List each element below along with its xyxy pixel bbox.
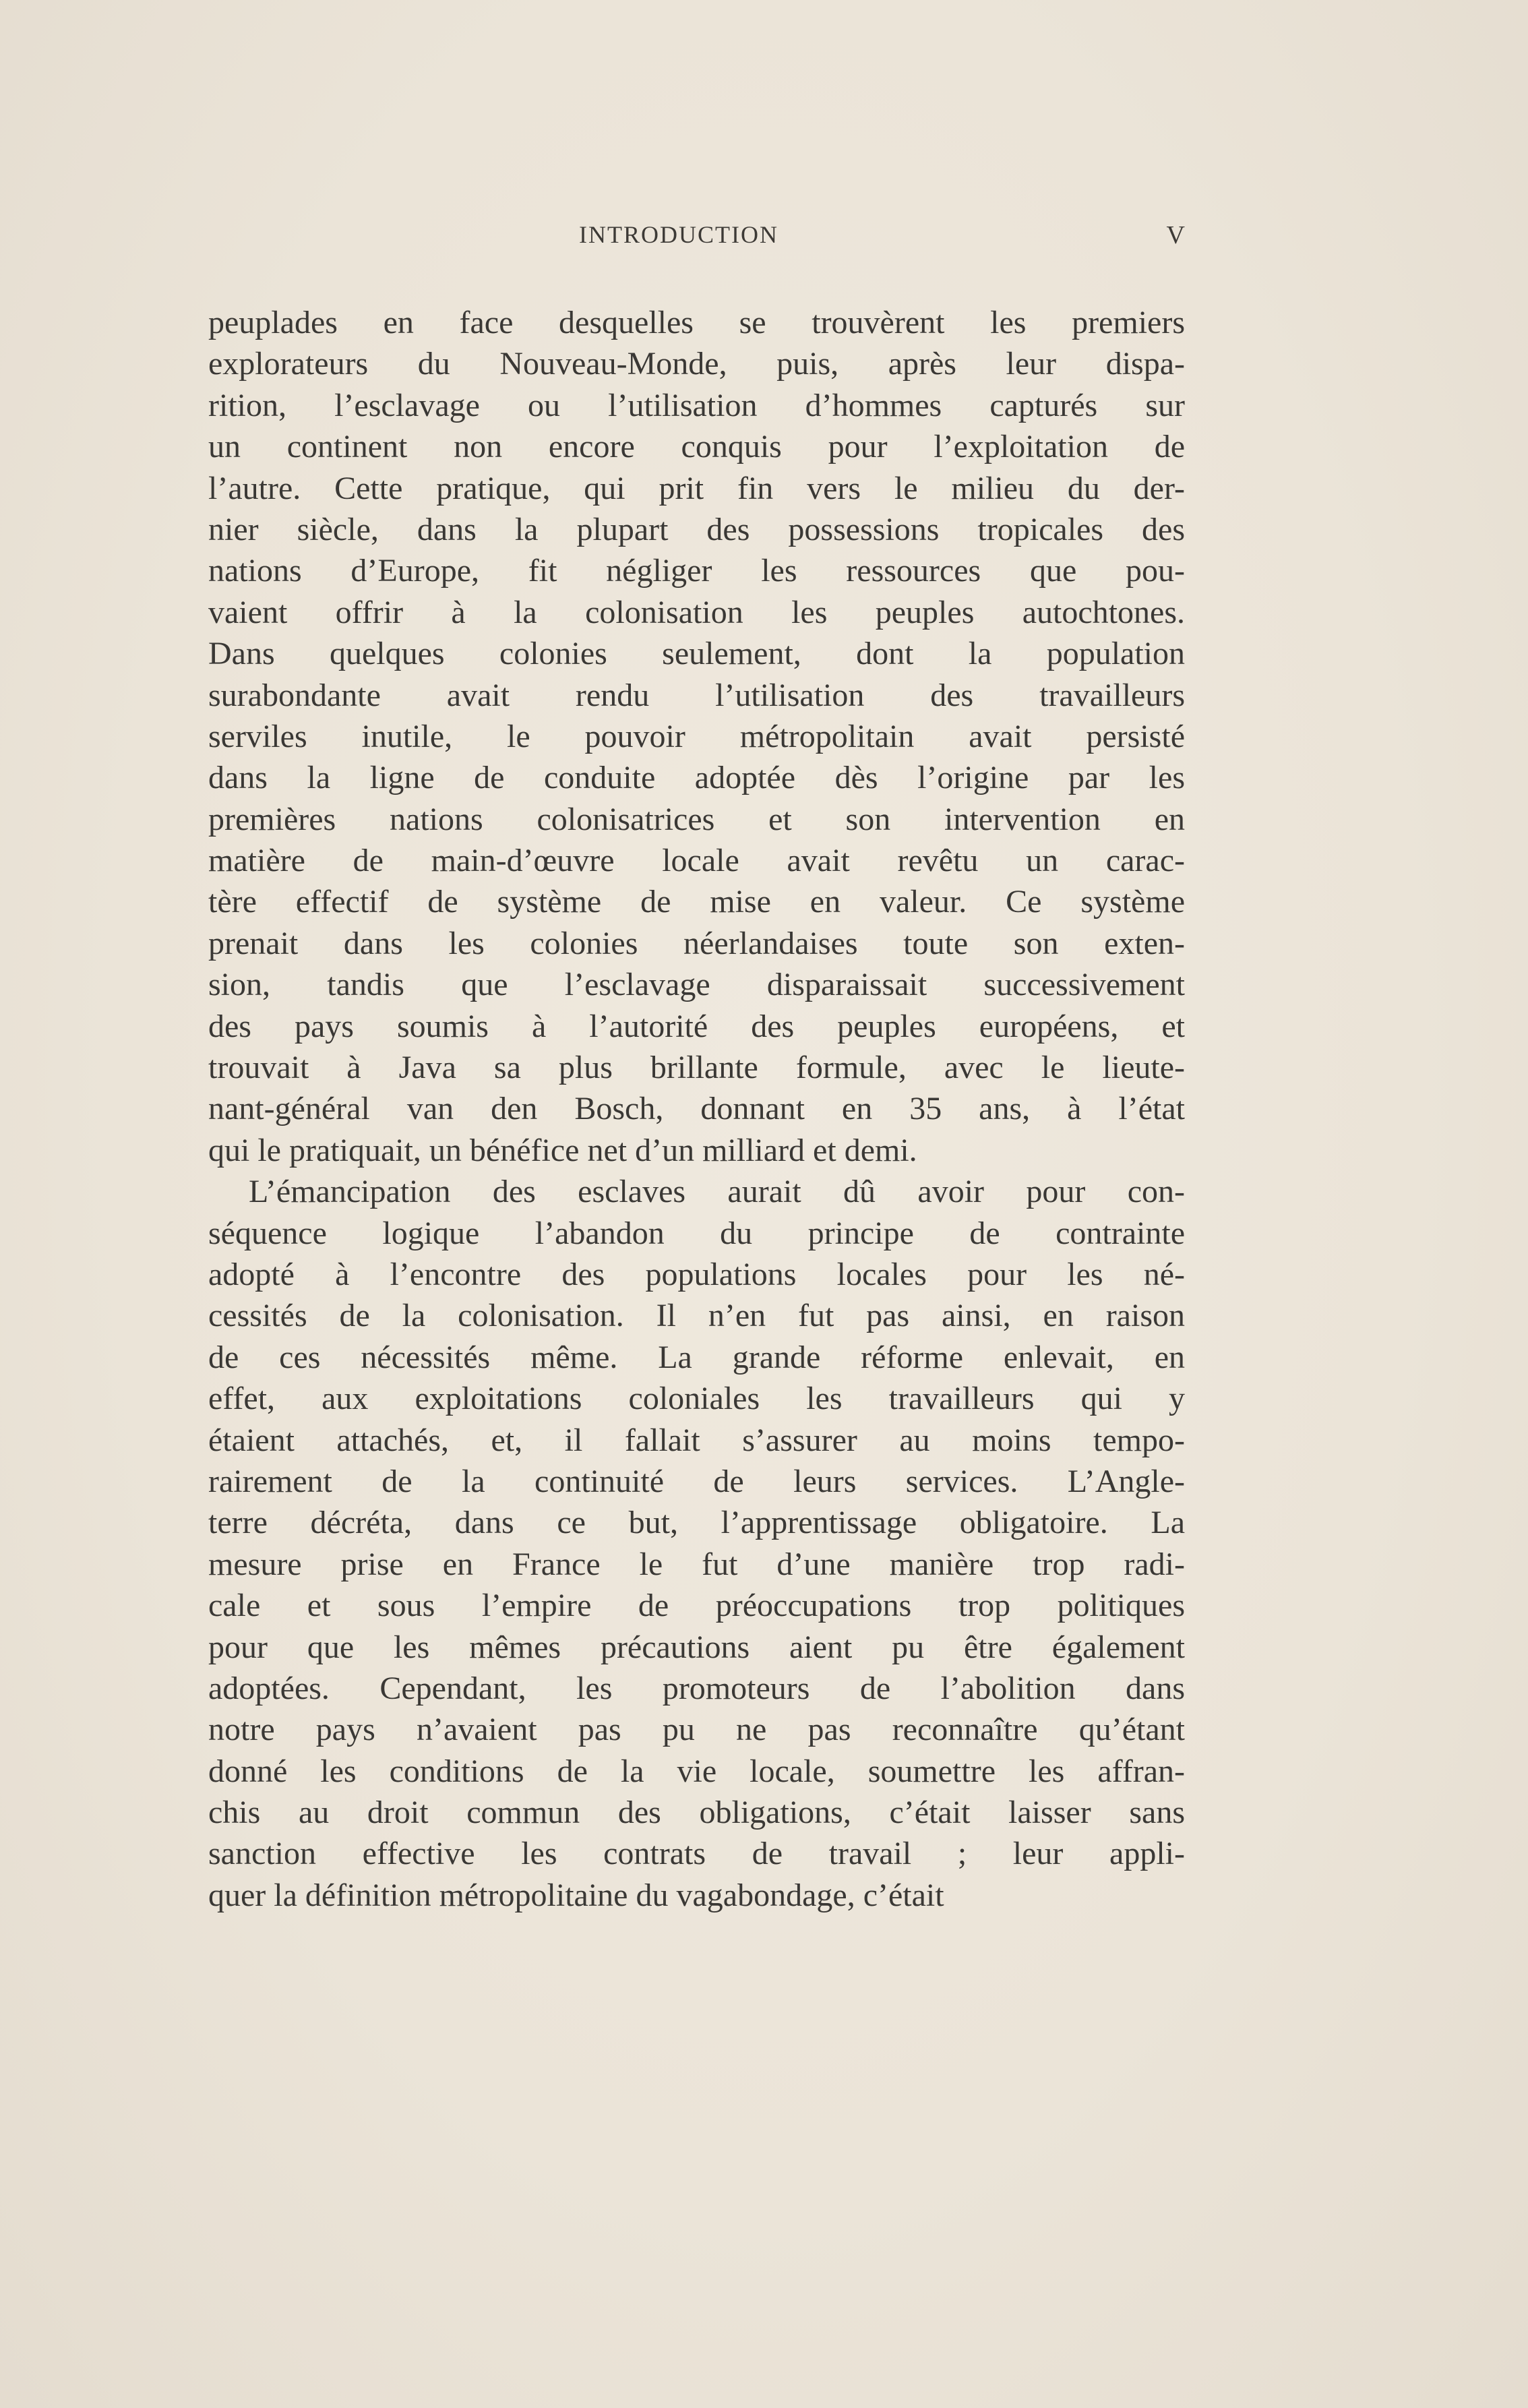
- text-line: tère effectif de système de mise en valeur. Ce système: [208, 884, 1185, 920]
- text-line: adoptées. Cependant, les promoteurs de l’abolition dans: [208, 1670, 1185, 1706]
- text-line: cessités de la colonisation. Il n’en fut pas ainsi, en raison: [208, 1298, 1185, 1334]
- text-line: explorateurs du Nouveau-Monde, puis, après leur dispa-: [208, 346, 1185, 382]
- text-line: pour que les mêmes précautions aient pu être également: [208, 1629, 1185, 1665]
- text-line: trouvait à Java sa plus brillante formule, avec le lieute-: [208, 1050, 1185, 1086]
- text-line: donné les conditions de la vie locale, soumettre les affran-: [208, 1753, 1185, 1789]
- text-line: l’autre. Cette pratique, qui prit fin vers le milieu du der-: [208, 470, 1185, 506]
- text-line: séquence logique l’abandon du principe de contrainte: [208, 1215, 1185, 1251]
- text-line: des pays soumis à l’autorité des peuples européens, et: [208, 1008, 1185, 1044]
- text-line: nier siècle, dans la plupart des possessions tropicales des: [208, 511, 1185, 547]
- text-line: peuplades en face desquelles se trouvèrent les premiers: [208, 305, 1185, 340]
- text-line: notre pays n’avaient pas pu ne pas reconnaître qu’étant: [208, 1712, 1185, 1748]
- text-line: nations d’Europe, fit négliger les ressources que pou-: [208, 553, 1185, 589]
- text-line: rition, l’esclavage ou l’utilisation d’hommes capturés sur: [208, 387, 1185, 423]
- paragraph: [208, 1171, 1185, 1916]
- text-line: de ces nécessités même. La grande réforme enlevait, en: [208, 1339, 1185, 1375]
- text-line: dans la ligne de conduite adoptée dès l’origine par les: [208, 760, 1185, 796]
- text-line: matière de main-d’œuvre locale avait revêtu un carac-: [208, 843, 1185, 879]
- text-line: mesure prise en France le fut d’une manière trop radi-: [208, 1546, 1185, 1582]
- page-number: V: [1166, 221, 1185, 249]
- text-line: adopté à l’encontre des populations locales pour les né-: [208, 1256, 1185, 1292]
- text-line: surabondante avait rendu l’utilisation des travailleurs: [208, 677, 1185, 713]
- body-text: [208, 302, 1185, 1916]
- text-line: quer la définition métropolitaine du vagabondage, c’était: [208, 1877, 944, 1913]
- text-line: L’émancipation des esclaves aurait dû avoir pour con-: [249, 1174, 1185, 1210]
- running-title: INTRODUCTION: [579, 221, 778, 248]
- text-line: un continent non encore conquis pour l’exploitation de: [208, 429, 1185, 465]
- text-line: nant-général van den Bosch, donnant en 35 ans, à l’état: [208, 1091, 1185, 1127]
- running-head: [208, 220, 1185, 254]
- paragraph: [208, 302, 1185, 1171]
- text-line: premières nations colonisatrices et son intervention en: [208, 801, 1185, 837]
- text-line: étaient attachés, et, il fallait s’assurer au moins tempo-: [208, 1422, 1185, 1458]
- text-line: serviles inutile, le pouvoir métropolitain avait persisté: [208, 718, 1185, 754]
- text-line: prenait dans les colonies néerlandaises toute son exten-: [208, 925, 1185, 961]
- text-line: qui le pratiquait, un bénéfice net d’un milliard et demi.: [208, 1132, 917, 1168]
- text-line: vaient offrir à la colonisation les peuples autochtones.: [208, 594, 1185, 630]
- text-line: sanction effective les contrats de travail ; leur appli-: [208, 1836, 1185, 1872]
- text-line: cale et sous l’empire de préoccupations trop politiques: [208, 1588, 1185, 1624]
- text-line: effet, aux exploitations coloniales les travailleurs qui y: [208, 1381, 1185, 1417]
- text-line: rairement de la continuité de leurs services. L’Angle-: [208, 1463, 1185, 1499]
- text-line: sion, tandis que l’esclavage disparaissait successivement: [208, 967, 1185, 1003]
- text-line: Dans quelques colonies seulement, dont la population: [208, 636, 1185, 672]
- text-line: chis au droit commun des obligations, c’était laisser sans: [208, 1795, 1185, 1831]
- text-line: terre décréta, dans ce but, l’apprentissage obligatoire. La: [208, 1505, 1185, 1541]
